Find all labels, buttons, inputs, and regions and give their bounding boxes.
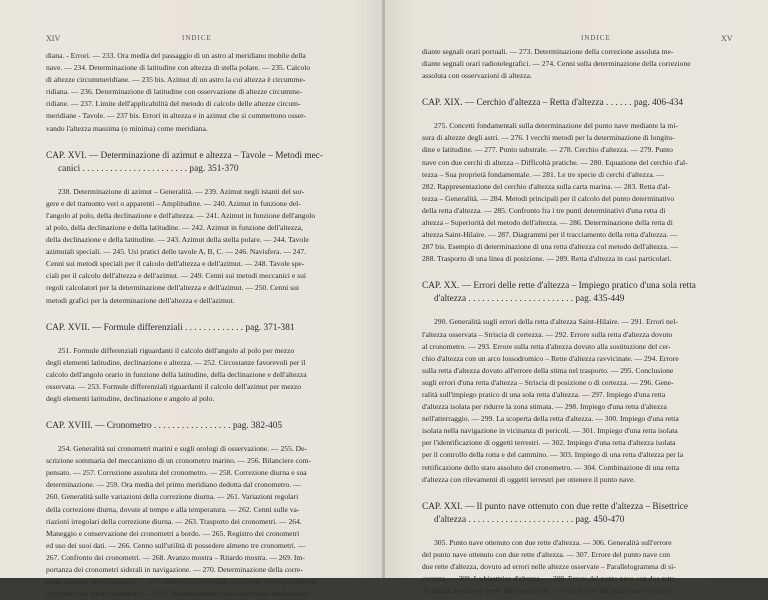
chapter-heading-line: d'altezza . . . . . . . . . . . . . . . . . . . . . . . pag. 450-470	[434, 514, 625, 525]
summary-line: tezza – Sua proprietà fondamentale. — 281. Le tre specie di cerchi d'altezza. —	[422, 169, 665, 179]
chapter-summary	[46, 186, 344, 307]
chapter-heading-line: canici . . . . . . . . . . . . . . . . . . . . . . . pag. 351-370	[58, 163, 239, 174]
summary-line: per il controllo della rotta e del cammino. — 303. Impiego di una retta d'altezza per la	[422, 450, 684, 460]
running-head: INDICE	[581, 34, 611, 42]
summary-line: altezza – Superiorità del metodo dell'altezza. — 286. Determinazione della retta di	[422, 218, 673, 228]
chapter-summary	[422, 316, 725, 485]
summary-line: Maneggio e conservazione dei cronometri a bordo. — 265. Registro dei cronometri	[46, 528, 300, 538]
entry-line: ridiana. — 236. Determinazione di latitudine con osservazione di altezze circumme-	[46, 87, 302, 97]
page-number: XV	[721, 34, 733, 43]
chapter-heading	[422, 97, 725, 110]
entry-line: diante segnali orari radiotelegrafici. — 274. Cenni sulla determinazione della correzione	[422, 59, 691, 69]
summary-line: di altezza dovuto ad errori del cronometro. — 310. Errore del punto nave con due	[422, 586, 670, 596]
chapter-heading-line: CAP. XX. — Errori delle rette d'altezza – Impiego pratico d'una sola retta	[422, 281, 696, 292]
summary-line: zione assoluta dei cronometri. — 271. Determinazione della correzione assoluta mediante	[46, 577, 319, 587]
entry-line: meridiane - Tavole. — 237 bis. Errori in altezza e in azimut che si commettono osser-	[46, 111, 307, 121]
summary-line: tezza – Generalità. — 284. Metodi principali per il calcolo del punto determinativo	[422, 193, 675, 203]
chapter-summary	[46, 443, 344, 600]
summary-line: Cenni sui metodi speciali per il calcolo dell'altezza e dell'azimut. — 248. Tavole spe-	[46, 259, 305, 269]
entry-line: diana. - Errori. — 233. Ora media del passaggio di un astro al meridiano mobile della	[46, 51, 306, 60]
entry-line: assoluta con osservazioni di altezza.	[422, 71, 532, 81]
chapter-heading-line: CAP. XVI. — Determinazione di azimut e altezza – Tavole – Metodi mec-	[46, 150, 323, 161]
summary-line: ciali per il calcolo dell'altezza e dell'azimut. — 249. Cenni sui metodi meccanici e sui	[46, 271, 306, 281]
chapter-heading-line: d'altezza . . . . . . . . . . . . . . . . . . . . . . . pag. 435-449	[434, 294, 625, 305]
summary-line: 288. Trasporto di una linea di posizione. — 289. Retta d'altezza in casi particolari.	[422, 254, 672, 264]
chapter-summary	[422, 120, 725, 265]
summary-line: del punto nave ottenuto con due rette d'altezza. — 307. Errore del punto nave con	[422, 549, 671, 559]
summary-line: riazioni irregolari della correzione diurna. — 263. Trasporto dei cronometri. — 264.	[46, 516, 302, 526]
summary-line: confronto con altro cronometro. — 272. Determinazione della correzione assoluta me-	[46, 589, 309, 599]
entry-line: diante segnali orari portuali. — 273. Determinazione della correzione assoluta me-	[422, 47, 674, 56]
summary-line: gere e del tramonto veri o apparenti – Amplitudine. — 240. Azimut in funzione del-	[46, 198, 301, 208]
summary-line: 267. Confronto dei cronometri. — 268. Avanzo mostra – Ritardo mostra. — 269. Im-	[46, 552, 305, 562]
summary-line: sulla retta d'altezza dovuto all'errore della stima nel trasporto. — 295. Conclusione	[422, 365, 674, 375]
summary-line: 275. Concetti fondamentali sulla determinazione del punto nave mediante la mi-	[434, 121, 678, 131]
summary-line: nell'atterraggio. — 299. La scoperta della retta d'altezza. — 300. Impiego d'una retta	[422, 414, 679, 424]
summary-line: per l'identificazione di oggetti terrestri. — 302. Impiego d'una retta d'altezza isolata	[422, 438, 676, 448]
summary-line: 238. Determinazione di azimut – Generalità. — 239. Azimut negli istanti del sor-	[58, 186, 305, 196]
chapter-heading	[46, 150, 344, 176]
summary-line: d'altezza con rilevamenti di oggetti terrestri per ottenere il punto nave.	[422, 474, 636, 484]
summary-line: nave con due cerchi di altezza – Difficoltà pratiche. — 280. Equazione del cerchio d'al-	[422, 157, 688, 167]
summary-line: due rette d'altezza, dovuto ad errori nelle altezze osservate – Parallelogramma di si-	[422, 561, 676, 571]
running-head: INDICE	[182, 34, 212, 42]
summary-line: pensato. — 257. Correzione assoluta del cronometro. — 258. Correzione diurna e sua	[46, 468, 307, 478]
summary-line: l'angolo al polo, della declinazione e dell'altezza. — 241. Azimut in funzione dell'angolo	[46, 210, 316, 220]
page-number: XIV	[46, 34, 61, 43]
summary-line: 287 bis. Esempio di determinazione di una retta d'altezza col metodo dell'altezza. —	[422, 242, 679, 252]
chapter-heading	[46, 420, 344, 433]
summary-line: scrizione sommaria del meccanismo di un cronometro marino. — 256. Bilanciere com-	[46, 456, 312, 466]
right-page	[385, 0, 768, 596]
summary-line: osservata. — 253. Formule differenziali riguardanti il calcolo dell'azimut per mezzo	[46, 381, 302, 391]
continued-entry	[422, 46, 725, 82]
chapter-heading-line: CAP. XXI. — Il punto nave ottenuto con due rette d'altezza – Bisettrice	[422, 501, 689, 512]
summary-line: 260. Generalità sulle variazioni della correzione diurna. — 261. Variazioni regolari	[46, 492, 299, 502]
chapter-heading	[46, 322, 344, 335]
summary-line: regoli calcolatori per la determinazione dell'altezza e dell'azimut. — 250. Cenni sui	[46, 283, 300, 293]
summary-line: l'altezza osservata – Striscia di certezza. — 292. Errore sulla retta d'altezza dovuto	[422, 329, 673, 339]
summary-line: metodi grafici per la determinazione dell'altezza e dell'azimut.	[46, 295, 235, 305]
summary-line: 282. Rappresentazione del cerchio d'altezza sulla carta marina. — 283. Retta d'al-	[422, 181, 671, 191]
chapter-heading-line: CAP. XIX. — Cerchio d'altezza – Retta d'altezza . . . . . . pag. 406-434	[422, 98, 684, 109]
entry-line: di altezze circummeridiane. — 235 bis. Azimut di un astro la cui altezza è circumme-	[46, 75, 306, 85]
summary-line: sura di altezze degli astri. — 276. I vecchi metodi per la determinazione di longitu-	[422, 133, 675, 143]
chapter-summary	[46, 345, 344, 405]
summary-line: 290. Generalità sugli errori della retta d'altezza Saint-Hilaire. — 291. Errori nel-	[434, 317, 678, 327]
summary-line: 254. Generalità sui cronometri marini e sugli orologi di osservazione. — 255. De-	[58, 444, 308, 454]
summary-line: rettificazione dello stato assoluto del cronometro. — 304. Combinazione di una retta	[422, 462, 680, 472]
summary-line: chio d'altezza con un arco lossodromico – Rette d'altezza ravvicinate. — 294. Errore	[422, 353, 679, 363]
summary-line: al polo, della declinazione e della latitudine. — 242. Azimut in funzione dell'altezza,	[46, 222, 303, 232]
summary-line: 251. Formule differenziali riguardanti il calcolo dell'angolo al polo per mezzo	[58, 345, 295, 355]
summary-line: azimutali speciali. — 245. Usi pratici delle tavole A, B, C. — 246. Navisfera. — 247.	[46, 247, 307, 257]
summary-line: isolata nella navigazione in vicinanza di pericoli. — 301. Impiego d'una retta isolata	[422, 426, 678, 436]
summary-line: portanza dei cronometri siderali in navigazione. — 270. Determinazione della corre-	[46, 565, 303, 574]
chapter-heading	[422, 501, 725, 527]
summary-line: della correzione diurna, dovute al tempo e alla temperatura. — 262. Cenni sulle va-	[46, 504, 300, 514]
summary-line: 305. Punto nave ottenuto con due rette d'altezza. — 306. Generalità sull'errore	[434, 537, 672, 547]
summary-line: determinazione. — 259. Ora media del primo meridiano dedotta dal cronometro. —	[46, 480, 301, 490]
chapter-heading	[422, 280, 725, 306]
summary-line: d'altezza isolata per ridurre la zona stimata. — 298. Impiego d'una retta d'altezza	[422, 402, 667, 412]
summary-line: della retta d'altezza. — 285. Confronto fra i tre punti determinativi d'una retta di	[422, 205, 666, 215]
summary-line: dine e latitudine. — 277. Punto substrale. — 278. Cerchio d'altezza. — 279. Punto	[422, 145, 673, 155]
summary-line: sugli errori d'una retta d'altezza – Striscia di posizione o di certezza. — 296. Gene-	[422, 377, 674, 387]
index-content	[422, 46, 725, 597]
summary-line: della declinazione e della latitudine. — 243. Azimut della stella polare. — 244. Tavole	[46, 235, 309, 245]
summary-line: curezza. — 308. La bisettrice d'altezza. — 309. Errore del punto nave con due rette	[422, 574, 676, 583]
summary-line: degli elementi latitudine, declinazione e altezza. — 252. Circostanze favorevoli per il	[46, 357, 306, 367]
chapter-heading-line: CAP. XVII. — Formule differenziali . . . . . . . . . . . . . pag. 371-381	[46, 322, 295, 333]
summary-line: degli elementi latitudine, declinazione e angolo al polo.	[46, 393, 215, 403]
summary-line: al cronometro. — 293. Errore sulla retta d'altezza dovuto alla sostituzione del cer-	[422, 341, 671, 351]
summary-line: ed uso dei suoi dati. — 266. Cenno sull'utilità di possedere almeno tre cronometri. —	[46, 540, 306, 550]
entry-line: nave. — 234. Determinazione di latitudine con altezza di stella polare. — 235. Calcolo	[46, 63, 311, 73]
summary-line: altezza Saint-Hilaire. — 287. Diagrammi per il tracciamento della retta d'altezza. —	[422, 230, 678, 240]
summary-line: ralità sull'impiego pratico di una sola retta d'altezza. — 297. Impiego d'una retta	[422, 389, 666, 399]
summary-line: calcolo dell'angolo orario in funzione della latitudine, della declinazione e dell'altezza	[46, 369, 307, 379]
chapter-summary	[422, 537, 725, 597]
index-content	[46, 50, 344, 600]
continued-entry	[46, 50, 344, 135]
entry-line: ridiane. — 237. Limite dell'applicabilità del metodo di calcolo delle altezze circum-	[46, 99, 301, 109]
left-page	[0, 0, 383, 599]
entry-line: vando l'altezza massima (o minima) come meridiana.	[46, 123, 208, 133]
chapter-heading-line: CAP. XVIII. — Cronometro . . . . . . . . . . . . . . . . . pag. 382-405	[46, 421, 283, 432]
